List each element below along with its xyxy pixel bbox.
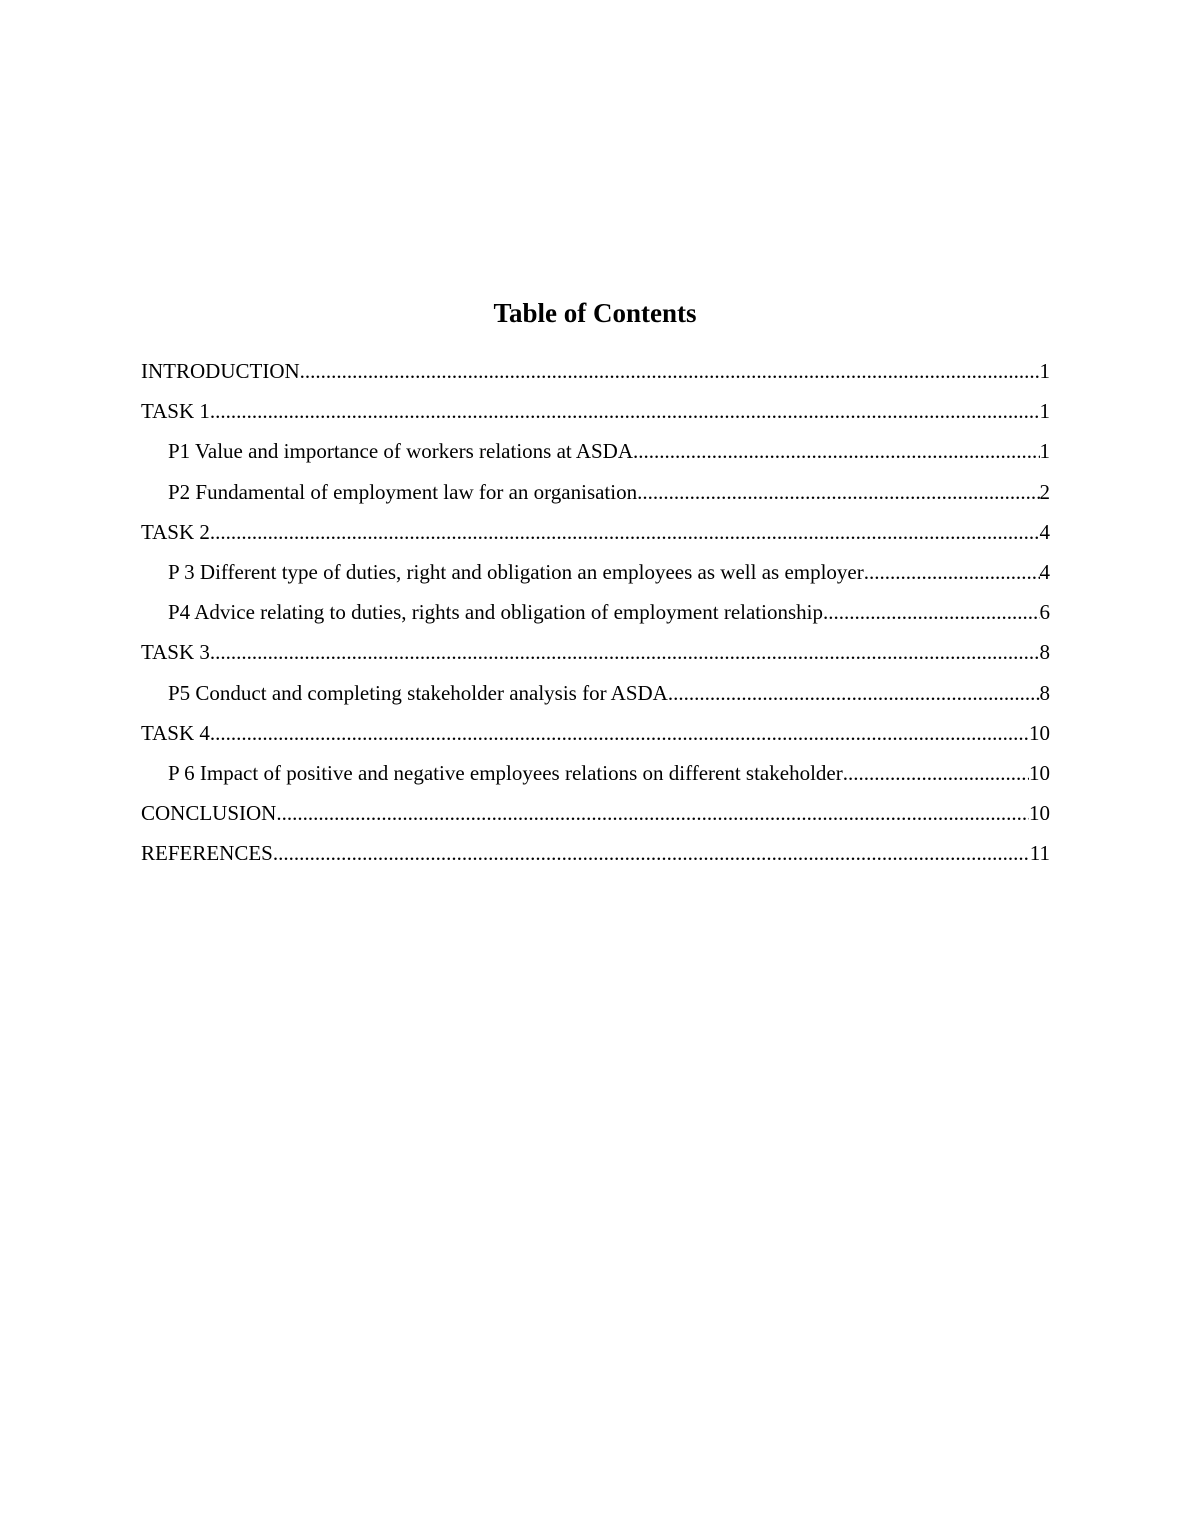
toc-entry-introduction[interactable] [141,351,1050,391]
toc-dot-leader [210,713,1029,753]
toc-title: Table of Contents [493,298,697,328]
toc-entry-task-2[interactable] [141,512,1050,552]
toc-entry-label: P 3 Different type of duties, right and obligation an employees as well as employer [168,559,864,584]
toc-dot-leader [210,391,1040,431]
toc-entry-p5[interactable] [141,673,1050,713]
toc-page-number: 10 [1029,801,1050,826]
toc-page-number: 1 [1039,359,1050,383]
toc-entry-task-4[interactable] [141,713,1050,753]
toc-dot-leader [843,753,1029,793]
toc-page-number: 4 [1039,559,1050,584]
toc-page-number: 4 [1039,519,1050,544]
toc-dot-leader [864,552,1040,592]
toc-entry-label: TASK 3 [141,640,210,665]
toc-entry-task-1[interactable] [141,391,1050,431]
toc-entry-references[interactable] [141,833,1050,873]
toc-dot-leader [668,673,1040,713]
toc-entry-label: CONCLUSION [141,801,277,826]
toc-entry-conclusion[interactable] [141,793,1050,833]
toc-dot-leader [637,472,1039,512]
toc-entry-task-3[interactable] [141,632,1050,672]
toc-dot-leader [823,592,1040,632]
toc-page-number: 11 [1029,841,1050,866]
toc-entry-p6[interactable] [141,753,1050,793]
toc-entry-label: P5 Conduct and completing stakeholder analysis for ASDA [168,680,668,705]
toc-page-number: 2 [1039,479,1050,504]
toc-entry-p3[interactable] [141,552,1050,592]
toc-list [141,351,1050,873]
toc-entry-label: P 6 Impact of positive and negative employees relations on different stakeholder [168,760,843,785]
toc-page-number: 10 [1029,720,1050,745]
toc-entry-label: TASK 2 [141,519,210,544]
toc-entry-p2[interactable] [141,472,1050,512]
toc-dot-leader [210,512,1040,552]
toc-page-number: 1 [1039,399,1050,424]
toc-entry-label: REFERENCES [141,841,273,866]
toc-dot-leader [273,833,1030,873]
toc-entry-p1[interactable] [141,431,1050,471]
toc-entry-label: P2 Fundamental of employment law for an organisation [168,479,638,504]
toc-page-number: 8 [1039,640,1050,665]
toc-page-number: 8 [1039,680,1050,705]
toc-page-number: 10 [1029,760,1050,785]
toc-entry-label: P1 Value and importance of workers relations at ASDA [168,439,634,464]
toc-page-number: 1 [1039,439,1050,464]
toc-dot-leader [300,351,1040,391]
toc-entry-p4[interactable] [141,592,1050,632]
toc-entry-label: P4 Advice relating to duties, rights and obligation of employment relationship [168,600,823,625]
toc-dot-leader [210,632,1040,672]
toc-page-number: 6 [1039,600,1050,625]
toc-dot-leader [633,431,1039,471]
toc-dot-leader [276,793,1029,833]
toc-entry-label: TASK 1 [141,399,210,424]
toc-entry-label: TASK 4 [141,720,210,745]
toc-entry-label: INTRODUCTION [141,359,300,383]
